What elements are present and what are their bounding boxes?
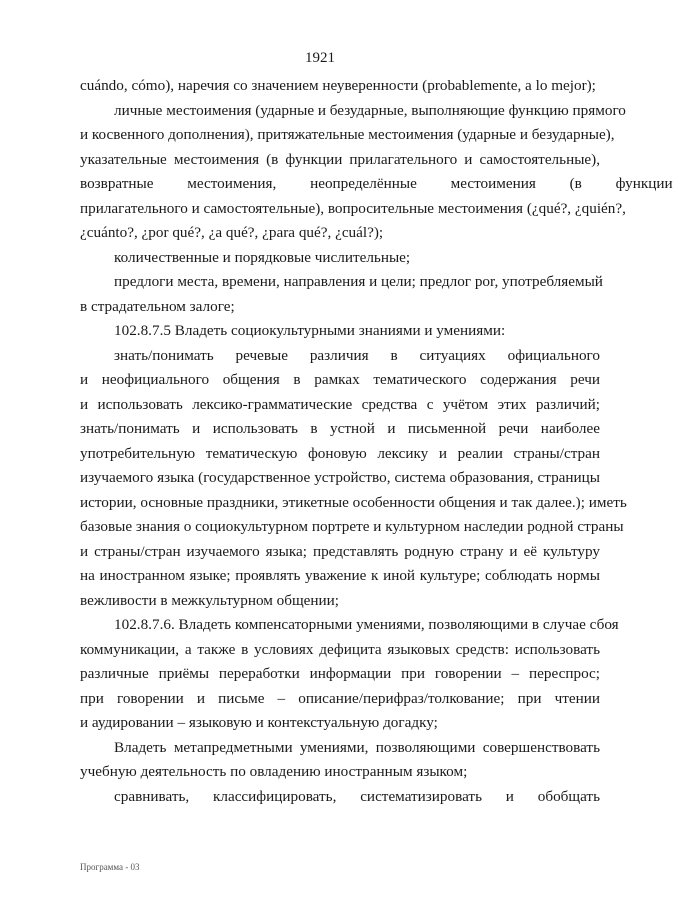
text-line: и страны/стран изучаемого языка; представлять родную страну и её культуру bbox=[80, 542, 600, 560]
text-line: учебную деятельность по овладению иностранным языком; bbox=[80, 763, 468, 780]
section-heading-102-8-7-6: 102.8.7.6. Владеть компенсаторными умениями, позволяющими в случае сбоя bbox=[114, 616, 619, 633]
text-line: различные приёмы переработки информации при говорении – переспрос; bbox=[80, 665, 600, 682]
text-line: предлоги места, времени, направления и цели; предлог por, употребляемый bbox=[114, 273, 603, 290]
text-line: изучаемого языка (государственное устройство, система образования, страницы bbox=[80, 469, 600, 486]
text-line: и использовать лексико-грамматические средства с учётом этих различий; bbox=[80, 395, 600, 413]
page-footer: Программа - 03 bbox=[80, 862, 140, 872]
text-line: сравнивать, классифицировать, систематизировать и обобщать bbox=[114, 787, 600, 805]
text-line: количественные и порядковые числительные; bbox=[114, 248, 411, 266]
text-line: вежливости в межкультурном общении; bbox=[80, 591, 340, 609]
text-line: личные местоимения (ударные и безударные, выполняющие функцию прямого bbox=[114, 101, 626, 119]
text-line: употребительную тематическую фоновую лексику и реалии страны/стран bbox=[80, 444, 600, 462]
text-line: знать/понимать речевые различия в ситуациях официального bbox=[114, 346, 600, 364]
text-line: знать/понимать и использовать в устной и письменной речи наиболее bbox=[80, 420, 600, 437]
text-line: ¿cuánto?, ¿por qué?, ¿a qué?, ¿para qué?, ¿cuál?); bbox=[80, 224, 384, 241]
text-line: Владеть метапредметными умениями, позволяющими совершенствовать bbox=[114, 738, 600, 756]
document-body bbox=[80, 74, 673, 809]
text-line: и неофициального общения в рамках тематического содержания речи bbox=[80, 371, 600, 388]
text-line: коммуникации, а также в условиях дефицита языковых средств: использовать bbox=[80, 640, 600, 658]
text-line: в страдательном залоге; bbox=[80, 297, 235, 315]
text-line: на иностранном языке; проявлять уважение к иной культуре; соблюдать нормы bbox=[80, 567, 600, 584]
section-heading-102-8-7-5: 102.8.7.5 Владеть социокультурными знаниями и умениями: bbox=[114, 322, 506, 339]
text-line: при говорении и письме – описание/перифраз/толкование; при чтении bbox=[80, 689, 600, 707]
text-line: возвратные местоимения, неопределённые местоимения (в функции bbox=[80, 175, 673, 192]
text-line: базовые знания о социокультурном портрете и культурном наследии родной страны bbox=[80, 518, 624, 535]
text-line: прилагательного и самостоятельные), вопросительные местоимения (¿qué?, ¿quién?, bbox=[80, 199, 626, 217]
text-line: и косвенного дополнения), притяжательные местоимения (ударные и безударные), bbox=[80, 126, 615, 143]
page-number: 1921 bbox=[305, 50, 335, 66]
text-line: cuándo, cómo), наречия со значением неуверенности (probablemente, a lo mejor); bbox=[80, 77, 596, 94]
text-line: и аудировании – языковую и контекстуальную догадку; bbox=[80, 714, 438, 731]
text-line: указательные местоимения (в функции прилагательного и самостоятельные), bbox=[80, 150, 600, 168]
text-line: истории, основные праздники, этикетные особенности общения и так далее.); иметь bbox=[80, 493, 627, 511]
